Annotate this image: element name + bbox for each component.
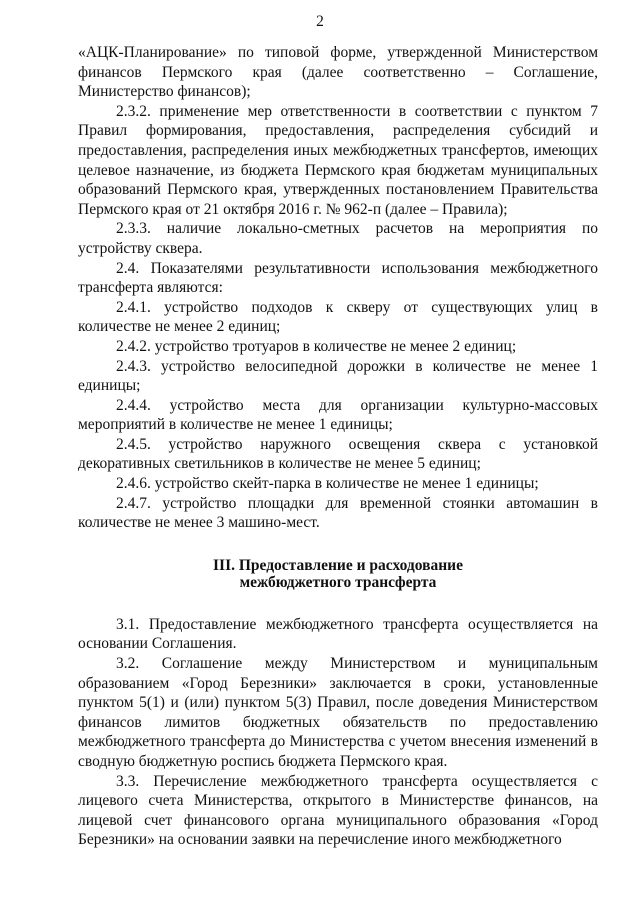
paragraph-2-4-3: 2.4.3. устройство велосипедной дорожки в количестве не менее 1 единицы; <box>78 357 598 395</box>
paragraph-2-3-3: 2.3.3. наличие локально-сметных расчетов на мероприятия по устройству сквера. <box>78 220 598 257</box>
paragraph-3-2: 3.2. Соглашение между Министерством и муниципальным образованием «Город Березники» заключается в сроки, установленные пунктом 5(1) и (или) пунктом 5(3) Правил, после доведения Министерством финансов лимитов бюджетных обязательств по предоставлению межбюджетного трансферта до Министерства с учетом внесения изменений в сводную бюджетную роспись бюджета Пермского края. <box>78 655 598 770</box>
section-heading-line-1: III. Предоставление и расходование <box>213 556 463 574</box>
page-number: 2 <box>316 13 324 30</box>
paragraph-2-4-6: 2.4.6. устройство скейт-парка в количестве не менее 1 единицы; <box>116 475 539 493</box>
paragraph-2-4-7: 2.4.7. устройство площадки для временной стоянки автомашин в количестве не менее 3 машино-мест. <box>78 494 598 532</box>
paragraph-2-4-2: 2.4.2. устройство тротуаров в количестве не менее 2 единиц; <box>116 337 517 355</box>
paragraph-3-1: 3.1. Предоставление межбюджетного трансферта осуществляется на основании Соглашения. <box>78 615 598 653</box>
paragraph-2-4-4: 2.4.4. устройство места для организации культурно-массовых мероприятий в количестве не менее 1 единицы; <box>78 396 598 434</box>
paragraph-continuation: «АЦК-Планирование» по типовой форме, утвержденной Министерством финансов Пермского края (далее соответственно – Соглашение, Министерство финансов); <box>78 44 598 101</box>
paragraph-2-4-1: 2.4.1. устройство подходов к скверу от существующих улиц в количестве не менее 2 единиц; <box>78 298 598 336</box>
document-body <box>78 43 598 850</box>
section-heading-line-2: межбюджетного трансферта <box>239 573 437 591</box>
section-heading <box>78 557 598 591</box>
paragraph-2-4-5: 2.4.5. устройство наружного освещения сквера с установкой декоративных светильников в количестве не менее 5 единиц; <box>78 435 598 473</box>
paragraph-3-3: 3.3. Перечисление межбюджетного трансферта осуществляется с лицевого счета Министерства, открытого в Министерстве финансов, на лицевой счет финансового органа муниципального образования «Город Березники» на основании заявки на перечисление иного межбюджетного <box>78 772 598 849</box>
paragraph-2-4: 2.4. Показателями результативности использования межбюджетного трансферта являются: <box>78 259 598 297</box>
paragraph-2-3-2: 2.3.2. применение мер ответственности в соответствии с пунктом 7 Правил формирования, предоставления, распределения субсидий и предоставления, распределения иных межбюджетных трансфертов, имеющих целевое назначение, из бюджета Пермского края бюджетам муниципальных образований Пермского края, утвержденных постановлением Правительства Пермского края от 21 октября 2016 г. № 962-п (далее – Правила); <box>78 102 598 218</box>
